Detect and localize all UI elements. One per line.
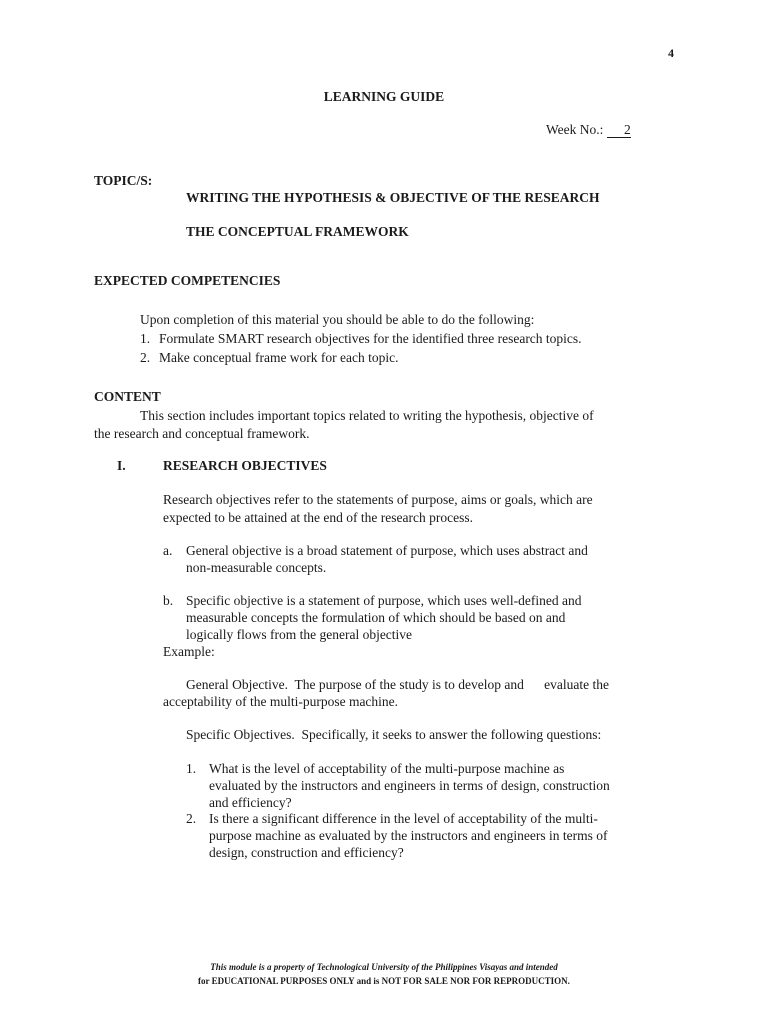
section-heading: RESEARCH OBJECTIVES [163,458,327,473]
question-number: 1. [186,761,197,776]
topics-heading: TOPIC/S: [94,173,153,188]
competencies-intro: Upon completion of this material you should be able to do the following: [140,312,535,327]
competency-item [140,330,680,347]
week-label: Week No.: [546,122,604,137]
topic-item: THE CONCEPTUAL FRAMEWORK [186,224,409,239]
week-number [546,121,631,138]
content-line: the research and conceptual framework. [94,426,310,441]
competency-text: Formulate SMART research objectives for the identified three research topics. [159,331,582,346]
specific-objectives-intro: Specific Objectives. Specifically, it seeks to answer the following questions: [186,727,602,742]
question-text: design, construction and efficiency? [209,845,404,860]
content-heading: CONTENT [94,389,161,404]
competency-text: Make conceptual frame work for each topic. [159,350,399,365]
competency-num: 2. [140,350,151,365]
competencies-heading: EXPECTED COMPETENCIES [94,273,281,288]
page-number: 4 [668,46,674,60]
general-objective-example: General Objective. The purpose of the study is to develop and evaluate the [186,677,609,692]
question-text: purpose machine as evaluated by the instructors and engineers in terms of [209,828,608,843]
general-objective-definition: non-measurable concepts. [186,560,327,575]
question-number: 2. [186,811,197,826]
footer-line: for EDUCATIONAL PURPOSES ONLY and is NOT FOR SALE NOR FOR REPRODUCTION. [198,976,570,986]
document-title: LEARNING GUIDE [323,89,445,104]
item-label: a. [163,543,173,558]
objectives-paragraph-line: expected to be attained at the end of the research process. [163,510,473,525]
section-number: I. [117,458,126,473]
competency-item [140,349,680,366]
specific-objective-definition: measurable concepts the formulation of which should be based on and [186,610,566,625]
specific-objective-definition: logically flows from the general objective [186,627,413,642]
general-objective-example: acceptability of the multi-purpose machine. [163,694,399,709]
example-label: Example: [163,644,215,659]
competency-num: 1. [140,331,151,346]
specific-objective-definition: Specific objective is a statement of purpose, which uses well-defined and [186,593,582,608]
item-label: b. [163,593,174,608]
question-text: What is the level of acceptability of the multi-purpose machine as [209,761,565,776]
question-text: evaluated by the instructors and engineers in terms of design, construction [209,778,610,793]
content-line: This section includes important topics related to writing the hypothesis, objective of [140,408,594,423]
week-value: 2 [607,123,631,138]
question-text: and efficiency? [209,795,292,810]
objectives-paragraph-line: Research objectives refer to the statements of purpose, aims or goals, which are [163,492,593,507]
footer-line: This module is a property of Technological University of the Philippines Visayas and intended [210,962,558,972]
question-text: Is there a significant difference in the level of acceptability of the multi- [209,811,598,826]
topic-item: WRITING THE HYPOTHESIS & OBJECTIVE OF THE RESEARCH [186,190,600,205]
footer-notice [0,960,768,988]
general-objective-definition: General objective is a broad statement of purpose, which uses abstract and [186,543,588,558]
